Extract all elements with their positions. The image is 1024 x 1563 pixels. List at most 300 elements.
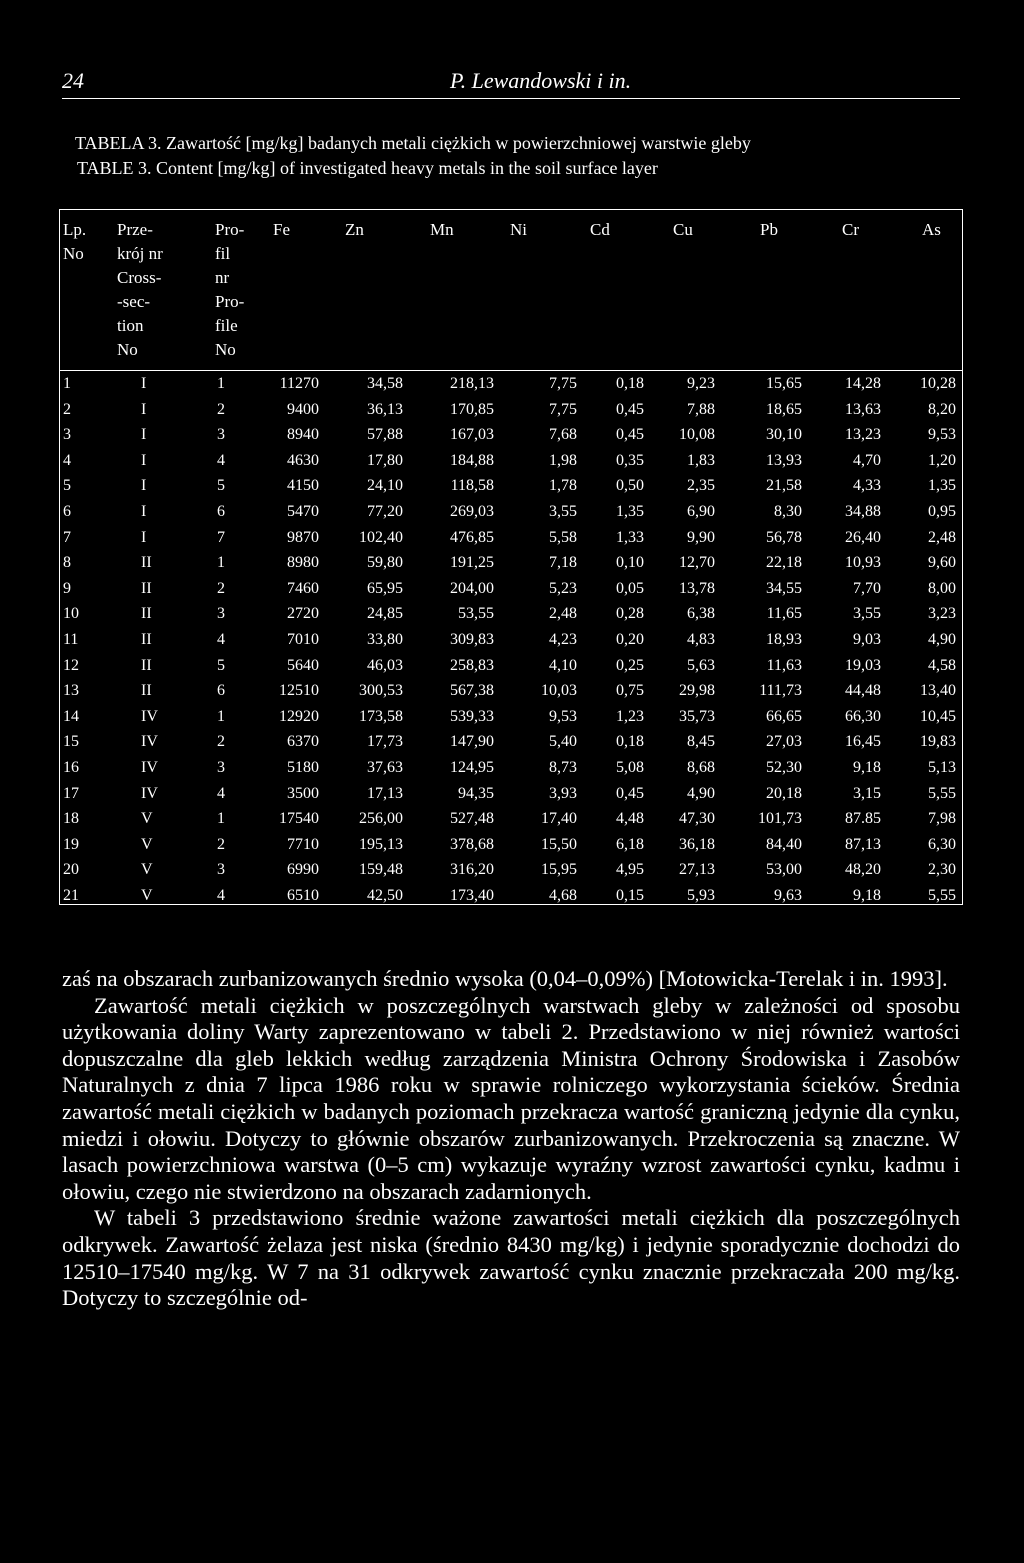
header-profile-line: Pro- [215,220,245,239]
table-cell: 4630 [287,451,319,469]
table-cell: 9,53 [928,426,956,444]
table-cell: 9 [63,579,71,597]
table-cell: 5,63 [687,656,715,674]
table-cell: 4,10 [549,656,577,674]
table-cell: 19,83 [920,733,956,751]
table-row [60,730,962,756]
table-cell: II [141,554,152,572]
table-row [60,858,962,884]
table-cell: 527,48 [450,810,494,828]
table-cell: 2,48 [928,528,956,546]
table-cell: 476,85 [450,528,494,546]
table-cell: 0,45 [616,400,644,418]
table-cell: I [141,426,147,444]
table-cell: 94,35 [458,784,494,802]
table-cell: 3 [217,759,225,776]
table-cell: 10,93 [845,554,881,572]
running-head: P. Lewandowski i in. [450,68,632,93]
table-cell: 256,00 [359,810,403,828]
table-cell: 57,88 [367,426,403,444]
table-cell: IV [141,707,158,725]
table-cell: 17,73 [367,733,403,751]
table-cell: 0,15 [616,887,644,904]
table-cell: 7710 [287,835,319,853]
table-row [60,833,962,859]
table-cell: 35,73 [679,707,715,725]
table-cell: 5,40 [549,733,577,751]
header-cd: Cd [590,220,610,239]
table-cell: 33,80 [367,631,403,648]
table-cell: 539,33 [450,707,494,725]
table-cell: 13,63 [845,400,881,418]
table-cell: V [141,810,153,828]
table-cell: 21 [63,887,79,904]
table-cell: 59,80 [367,554,403,572]
table-cell: 5 [63,477,71,495]
header-fe: Fe [273,220,290,239]
table-cell: 11270 [279,375,319,392]
table-cell: 101,73 [758,810,802,828]
table-cell: 9,03 [853,631,881,648]
table-cell: 8940 [287,426,319,444]
table-cell: V [141,835,153,853]
table-cell: 11,65 [766,605,802,623]
table-cell: I [141,375,147,392]
table-cell: 87.85 [845,810,881,828]
table-cell: 9,63 [774,887,802,904]
table-row [60,398,962,424]
table-cell: 8 [63,554,71,572]
table-cell: 12,70 [679,554,715,572]
table-cell: 6 [217,503,225,520]
table-cell: 6 [217,682,225,700]
table-cell: I [141,400,147,418]
table-cell: 5,58 [549,528,577,546]
table-cell: 10 [63,605,79,623]
table-cell: 8,30 [774,503,802,520]
header-cross-section-line: tion [117,316,144,335]
table-cell: 10,03 [541,682,577,700]
table-cell: 0,45 [616,784,644,802]
table-cell: 53,00 [766,861,802,879]
table-row [60,551,962,577]
table-cell: I [141,451,147,469]
table-cell: IV [141,759,158,776]
table-cell: 66,30 [845,707,881,725]
table-cell: 0,45 [616,426,644,444]
table-cell: 17,13 [367,784,403,802]
page-number: 24 [62,68,84,93]
table-cell: 9,60 [928,554,956,572]
table-cell: 14 [63,707,79,725]
table-cell: 8980 [287,554,319,572]
table-cell: 1,83 [687,451,715,469]
header-lp [63,218,86,266]
table-cell: 52,30 [766,759,802,776]
table-row [60,884,962,910]
table-caption [75,131,751,181]
table-cell: 316,20 [450,861,494,879]
table-cell: 2 [217,579,225,597]
table-cell: 17 [63,784,79,802]
table-cell: 5180 [287,759,319,776]
table-cell: 567,38 [450,682,494,700]
table-cell: 1,35 [928,477,956,495]
table-cell: 24,85 [367,605,403,623]
table-cell: 191,25 [450,554,494,572]
caption-polish: TABELA 3. Zawartość [mg/kg] badanych metali ciężkich w powierzchniowej warstwie gleby [75,133,751,153]
table-cell: 7 [217,528,225,546]
table-cell: 18 [63,810,79,828]
table-cell: 46,03 [367,656,403,674]
table-cell: 4,68 [549,887,577,904]
table-cell: 37,63 [367,759,403,776]
table-row [60,705,962,731]
table-cell: 1 [217,554,225,572]
table-cell: 2 [217,835,225,853]
table-row [60,526,962,552]
table-cell: 1 [63,375,71,392]
header-lp-line: Lp. [63,220,87,239]
table-cell: 48,20 [845,861,881,879]
header-profile [215,218,244,362]
table-row [60,474,962,500]
table-cell: IV [141,733,158,751]
paragraph-2: Zawartość metali ciężkich w poszczególnych warstwach gleby w zależności od sposobu użytkowania doliny Warty zaprezentowano w tabeli 2. Przedstawiono w niej również wartości dopuszczalne dla gleb lekkich według zarządzenia Ministra Ochrony Środowiska i Zasobów Naturalnych z dnia 7 lipca 1986 roku w sprawie rolniczego wykorzystania ścieków. Średnia zawartość metali ciężkich w badanych poziomach przekracza wartość graniczną jedynie dla cynku, miedzi i ołowiu. Dotyczy to głównie obszarów zurbanizowanych. Przekroczenia są znaczne. W lasach powierzchniowa warstwa (0–5 cm) wykazuje wyraźny wzrost zawartości cynku, kadmu i ołowiu, czego nie stwierdzono na obszarach zadarnionych. [62,992,960,1204]
table-cell: 258,83 [450,656,494,674]
table-cell: 5 [217,477,225,495]
table-cell: 6,38 [687,605,715,623]
table-cell: 5470 [287,503,319,520]
table-cell: I [141,477,147,495]
table-cell: 0,28 [616,605,644,623]
header-cr: Cr [842,220,859,239]
table-cell: 9,90 [687,528,715,546]
table-cell: 36,18 [679,835,715,853]
table-cell: 15 [63,733,79,751]
table-cell: 4,23 [549,631,577,648]
table-cell: 13,40 [920,682,956,700]
table-cell: 66,65 [766,707,802,725]
table-cell: 4150 [287,477,319,495]
table-cell: 2 [63,400,71,418]
table-cell: 6 [63,503,71,520]
table-cell: 19 [63,835,79,853]
table-cell: 3 [217,861,225,879]
table-row [60,577,962,603]
table-cell: 170,85 [450,400,494,418]
caption-english: TABLE 3. Content [mg/kg] of investigated heavy metals in the soil surface layer [77,158,658,178]
paragraph-3: W tabeli 3 przedstawiono średnie ważone zawartości metali ciężkich dla poszczególnych odkrywek. Zawartość żelaza jest niska (średnio 8430 mg/kg) i jedynie sporadycznie dochodzi do 12510–17540 mg/kg. W 7 na 31 odkrywek zawartość cynku znacznie przekraczała 200 mg/kg. Dotyczy to szczególnie od- [62,1205,960,1311]
header-cu: Cu [673,220,693,239]
table-cell: 12510 [279,682,319,700]
table-cell: 12920 [279,707,319,725]
table-cell: 1,98 [549,451,577,469]
table-cell: 1 [217,707,225,725]
table-cell: 15,95 [541,861,577,879]
table-cell: 13,93 [766,451,802,469]
header-profile-line: file [215,316,238,335]
table-cell: 34,88 [845,503,881,520]
table-cell: 6,90 [687,503,715,520]
table-cell: 300,53 [359,682,403,700]
table-row [60,756,962,782]
table-cell: 13 [63,682,79,700]
table-cell: 9,18 [853,887,881,904]
header-profile-line: fil [215,244,231,263]
table-cell: 47,30 [679,810,715,828]
table-cell: 65,95 [367,579,403,597]
table-cell: 8,68 [687,759,715,776]
table-cell: 7460 [287,579,319,597]
table-row [60,449,962,475]
table-cell: 2,48 [549,605,577,623]
table-cell: 15,50 [541,835,577,853]
table-cell: 7,68 [549,426,577,444]
table-cell: 36,13 [367,400,403,418]
table-cell: 30,10 [766,426,802,444]
table-cell: 7,88 [687,400,715,418]
table-cell: 0,50 [616,477,644,495]
table-cell: 17540 [279,810,319,828]
table-cell: 6990 [287,861,319,879]
table-cell: 34,55 [766,579,802,597]
table-cell: 4,48 [616,810,644,828]
table-cell: 3,93 [549,784,577,802]
table-cell: 218,13 [450,375,494,392]
table-cell: 0,20 [616,631,644,648]
paragraph-1: zaś na obszarach zurbanizowanych średnio wysoka (0,04–0,09%) [Motowicka-Terelak i in. 1993]. [62,966,948,991]
table-cell: 4 [63,451,71,469]
table-cell: 17,80 [367,451,403,469]
table-cell: 12 [63,656,79,674]
table-cell: 173,40 [450,887,494,904]
table-cell: 4 [217,631,225,648]
table-cell: 9870 [287,528,319,546]
table-cell: 3 [217,426,225,444]
table-cell: 13,78 [679,579,715,597]
table-cell: 3500 [287,784,319,802]
table-cell: 1,33 [616,528,644,546]
table-cell: 2 [217,400,225,418]
table-cell: 87,13 [845,835,881,853]
table-cell: 5,23 [549,579,577,597]
header-profile-line: Pro- [215,292,245,311]
table-cell: 3,55 [853,605,881,623]
table-cell: 11,63 [766,656,802,674]
table-cell: 7 [63,528,71,546]
table-cell: 29,98 [679,682,715,700]
table-cell: II [141,682,152,700]
table-cell: 14,28 [845,375,881,392]
table-cell: 7,70 [853,579,881,597]
table-cell: 4,58 [928,656,956,674]
header-cross-section-line: Prze- [117,220,153,239]
table-cell: 4,90 [687,784,715,802]
table-cell: 102,40 [359,528,403,546]
table-cell: 269,03 [450,503,494,520]
table-cell: 4,70 [853,451,881,469]
table-cell: 0,18 [616,375,644,392]
table-cell: 8,73 [549,759,577,776]
table-cell: 2720 [287,605,319,623]
table-row [60,628,962,654]
table-cell: 5,55 [928,784,956,802]
table-cell: 26,40 [845,528,881,546]
table-cell: 84,40 [766,835,802,853]
table-cell: 19,03 [845,656,881,674]
table-cell: 2 [217,733,225,751]
table-cell: 18,65 [766,400,802,418]
table-cell: 7,75 [549,375,577,392]
table-cell: 8,00 [928,579,956,597]
table-cell: 0,10 [616,554,644,572]
table-cell: 4 [217,784,225,802]
table-cell: 10,45 [920,707,956,725]
header-ni: Ni [510,220,527,239]
table-cell: 6,18 [616,835,644,853]
table-cell: I [141,503,147,520]
header-cross-section-line: No [117,340,138,359]
table-cell: 0,18 [616,733,644,751]
table-cell: 56,78 [766,528,802,546]
table-cell: 42,50 [367,887,403,904]
table-cell: 7,18 [549,554,577,572]
table-cell: I [141,528,147,546]
table-cell: 24,10 [367,477,403,495]
table-cell: 5 [217,656,225,674]
body-text [62,966,960,1312]
table-cell: 9,18 [853,759,881,776]
table-cell: 0,25 [616,656,644,674]
header-cross-section-line: -sec- [117,292,151,311]
table-row [60,372,962,398]
table-row [60,807,962,833]
table-cell: 2,35 [687,477,715,495]
table-cell: 111,73 [759,682,802,700]
table-cell: IV [141,784,158,802]
table-cell: 173,58 [359,707,403,725]
table-cell: 159,48 [359,861,403,879]
header-zn: Zn [345,220,364,239]
table-cell: V [141,861,153,879]
table-cell: 6370 [287,733,319,751]
table-row [60,654,962,680]
header-profile-line: No [215,340,236,359]
table-row [60,602,962,628]
table-cell: 195,13 [359,835,403,853]
table-cell: 13,23 [845,426,881,444]
table-row [60,423,962,449]
table-cell: 118,58 [450,477,494,495]
header-profile-line: nr [215,268,230,287]
table-cell: 16,45 [845,733,881,751]
table-cell: 21,58 [766,477,802,495]
table-cell: II [141,656,152,674]
table-cell: 167,03 [450,426,494,444]
table-cell: 5,93 [687,887,715,904]
table-row [60,500,962,526]
table-cell: 1 [217,375,225,392]
table-cell: 20 [63,861,79,879]
table-cell: 4,95 [616,861,644,879]
table-cell: 3,55 [549,503,577,520]
table-cell: 7,75 [549,400,577,418]
table-cell: 18,93 [766,631,802,648]
table-row [60,679,962,705]
header-cross-section-line: Cross- [117,268,162,287]
table-cell: 9,23 [687,375,715,392]
table-cell: 0,95 [928,503,956,520]
table-cell: 3 [63,426,71,444]
table-cell: 4 [217,451,225,469]
table-header [60,210,962,371]
table-cell: 184,88 [450,451,494,469]
table-cell: 0,75 [616,682,644,700]
table-cell: 378,68 [450,835,494,853]
table-cell: 1,35 [616,503,644,520]
table-cell: 7,98 [928,810,956,828]
table-cell: 147,90 [450,733,494,751]
table-cell: 4,83 [687,631,715,648]
header-pb: Pb [760,220,778,239]
table-cell: 16 [63,759,79,776]
table-cell: 5,08 [616,759,644,776]
header-cross-section-line: krój nr [117,244,163,263]
table-cell: 204,00 [450,579,494,597]
table-cell: 17,40 [541,810,577,828]
table-cell: 22,18 [766,554,802,572]
header-cross-section [117,218,163,362]
table-cell: 5640 [287,656,319,674]
table-cell: 6510 [287,887,319,904]
table-cell: 11 [63,631,79,648]
table-cell: 10,08 [679,426,715,444]
table-cell: 53,55 [458,605,494,623]
table-cell: 1 [217,810,225,828]
header-mn: Mn [430,220,454,239]
table-cell: 1,78 [549,477,577,495]
table-cell: 10,28 [920,375,956,392]
table-cell: 4 [217,887,225,904]
table-cell: 9,53 [549,707,577,725]
header-lp-line: No [63,244,84,263]
table-row [60,782,962,808]
table-cell: 2,30 [928,861,956,879]
table-cell: 309,83 [450,631,494,648]
table-cell: 34,58 [367,375,403,392]
table-cell: 3 [217,605,225,623]
table-cell: 1,23 [616,707,644,725]
table-cell: 5,55 [928,887,956,904]
table-cell: 3,23 [928,605,956,623]
table-cell: 15,65 [766,375,802,392]
table-cell: 1,20 [928,451,956,469]
page-header [62,64,960,99]
header-as: As [922,220,941,239]
table-cell: 27,13 [679,861,715,879]
table-cell: V [141,887,153,904]
table-cell: 44,48 [845,682,881,700]
table-cell: 27,03 [766,733,802,751]
table-cell: 4,33 [853,477,881,495]
table-cell: 3,15 [853,784,881,802]
table-cell: II [141,605,152,623]
table-cell: 124,95 [450,759,494,776]
table-cell: 8,45 [687,733,715,751]
table-cell: 6,30 [928,835,956,853]
table-cell: 4,90 [928,631,956,648]
